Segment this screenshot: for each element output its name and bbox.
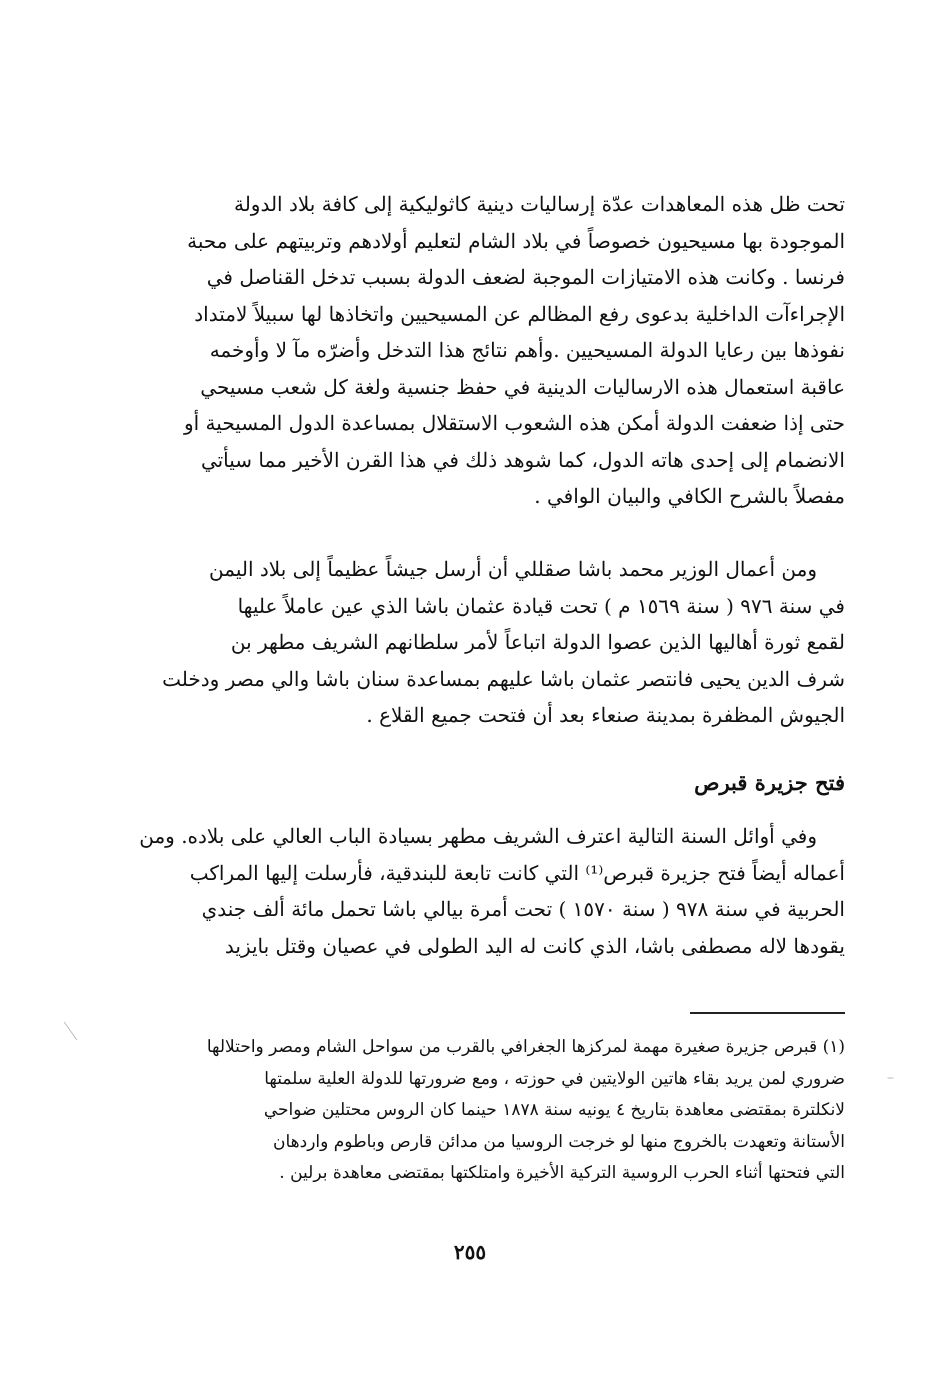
text-line: الانضمام إلى إحدى هاته الدول، كما شوهد ذلك في هذا القرن الأخير مما سيأتي: [200, 447, 845, 472]
text-line: أعماله أيضاً فتح جزيرة قبرص⁽¹⁾ التي كانت تابعة للبندقية، فأرسلت إليها المراكب: [189, 860, 845, 885]
text-line: نفوذها بين رعايا الدولة المسيحيين .وأهم نتائج هذا التدخل وأضرّه مآ لا وأوخمه: [209, 338, 845, 362]
text-line: الحربية في سنة ٩٧٨ ( سنة ١٥٧٠ ) تحت أمرة بيالي باشا تحمل مائة ألف جندي: [201, 897, 845, 921]
paragraph-1: [150, 186, 845, 515]
text-line: شرف الدين يحيى فانتصر عثمان باشا عليهم بمساعدة سنان باشا والي مصر ودخلت: [162, 666, 845, 691]
text-line: فرنسا . وكانت هذه الامتيازات الموجبة لضعف الدولة بسبب تدخل القناصل في: [206, 265, 845, 289]
text-line: وفي أوائل السنة التالية اعترف الشريف مطهر بسيادة الباب العالي على بلاده. ومن: [139, 824, 817, 848]
paragraph-3: [139, 818, 845, 964]
section-heading: فتح جزيرة قبرص: [694, 770, 845, 795]
footnote-line: التي فتحتها أثناء الحرب الروسية التركية الأخيرة وامتلكتها بمقتضى معاهدة برلين .: [279, 1163, 845, 1183]
margin-mark: [64, 1022, 77, 1041]
text-line: عاقبة استعمال هذه الارساليات الدينية في حفظ جنسية ولغة كل شعب مسيحي: [200, 374, 845, 399]
page-number: ٢٥٥: [453, 1240, 487, 1264]
text-line: الإجراءآت الداخلية بدعوى رفع المظالم عن المسيحيين واتخاذها لها سبيلاً لامتداد: [194, 301, 845, 326]
footnote-line: (١) قبرص جزيرة صغيرة مهمة لمركزها الجغرافي بالقرب من سواحل الشام ومصر واحتلالها: [206, 1037, 845, 1057]
footnote-line: ضروري لمن يريد بقاء هاتين الولايتين في حوزته ، ومع ضرورتها للدولة العلية سلمتها: [264, 1068, 845, 1089]
text-line: الموجودة بها مسيحيون خصوصاً في بلاد الشام لتعليم أولادهم وتربيتهم على محبة: [187, 228, 845, 253]
footnote-line: لانكلترة بمقتضى معاهدة بتاريخ ٤ يونيه سنة ١٨٧٨ حينما كان الروس محتلين ضواحي: [263, 1100, 845, 1120]
footnote: [155, 1032, 845, 1190]
footnote-line: الأستانة وتعهدت بالخروج منها لو خرجت الروسيا من مدائن قارص وباطوم واردهان: [273, 1131, 845, 1152]
paragraph-2: [150, 551, 845, 734]
text-line: في سنة ٩٧٦ ( سنة ١٥٦٩ م ) تحت قيادة عثمان باشا الذي عين عاملاً عليها: [237, 593, 845, 618]
footnote-separator: [690, 1012, 845, 1014]
text-line: تحت ظل هذه المعاهدات عدّة إرساليات دينية كاثوليكية إلى كافة بلاد الدولة: [233, 192, 845, 216]
text-line: يقودها لاله مصطفى باشا، الذي كانت له اليد الطولى في عصيان وقتل بايزيد: [224, 933, 845, 958]
text-line: الجيوش المظفرة بمدينة صنعاء بعد أن فتحت جميع القلاع .: [366, 703, 845, 727]
text-line: ومن أعمال الوزير محمد باشا صقللي أن أرسل جيشاً عظيماً إلى بلاد اليمن: [209, 557, 817, 581]
text-line: حتى إذا ضعفت الدولة أمكن هذه الشعوب الاستقلال بمساعدة الدول المسيحية أو: [183, 411, 845, 435]
text-line: مفصلاً بالشرح الكافي والبيان الوافي .: [534, 484, 845, 508]
margin-mark: [888, 1078, 894, 1079]
text-line: لقمع ثورة أهاليها الذين عصوا الدولة اتباعاً لأمر سلطانهم الشريف مطهر بن: [230, 630, 845, 654]
